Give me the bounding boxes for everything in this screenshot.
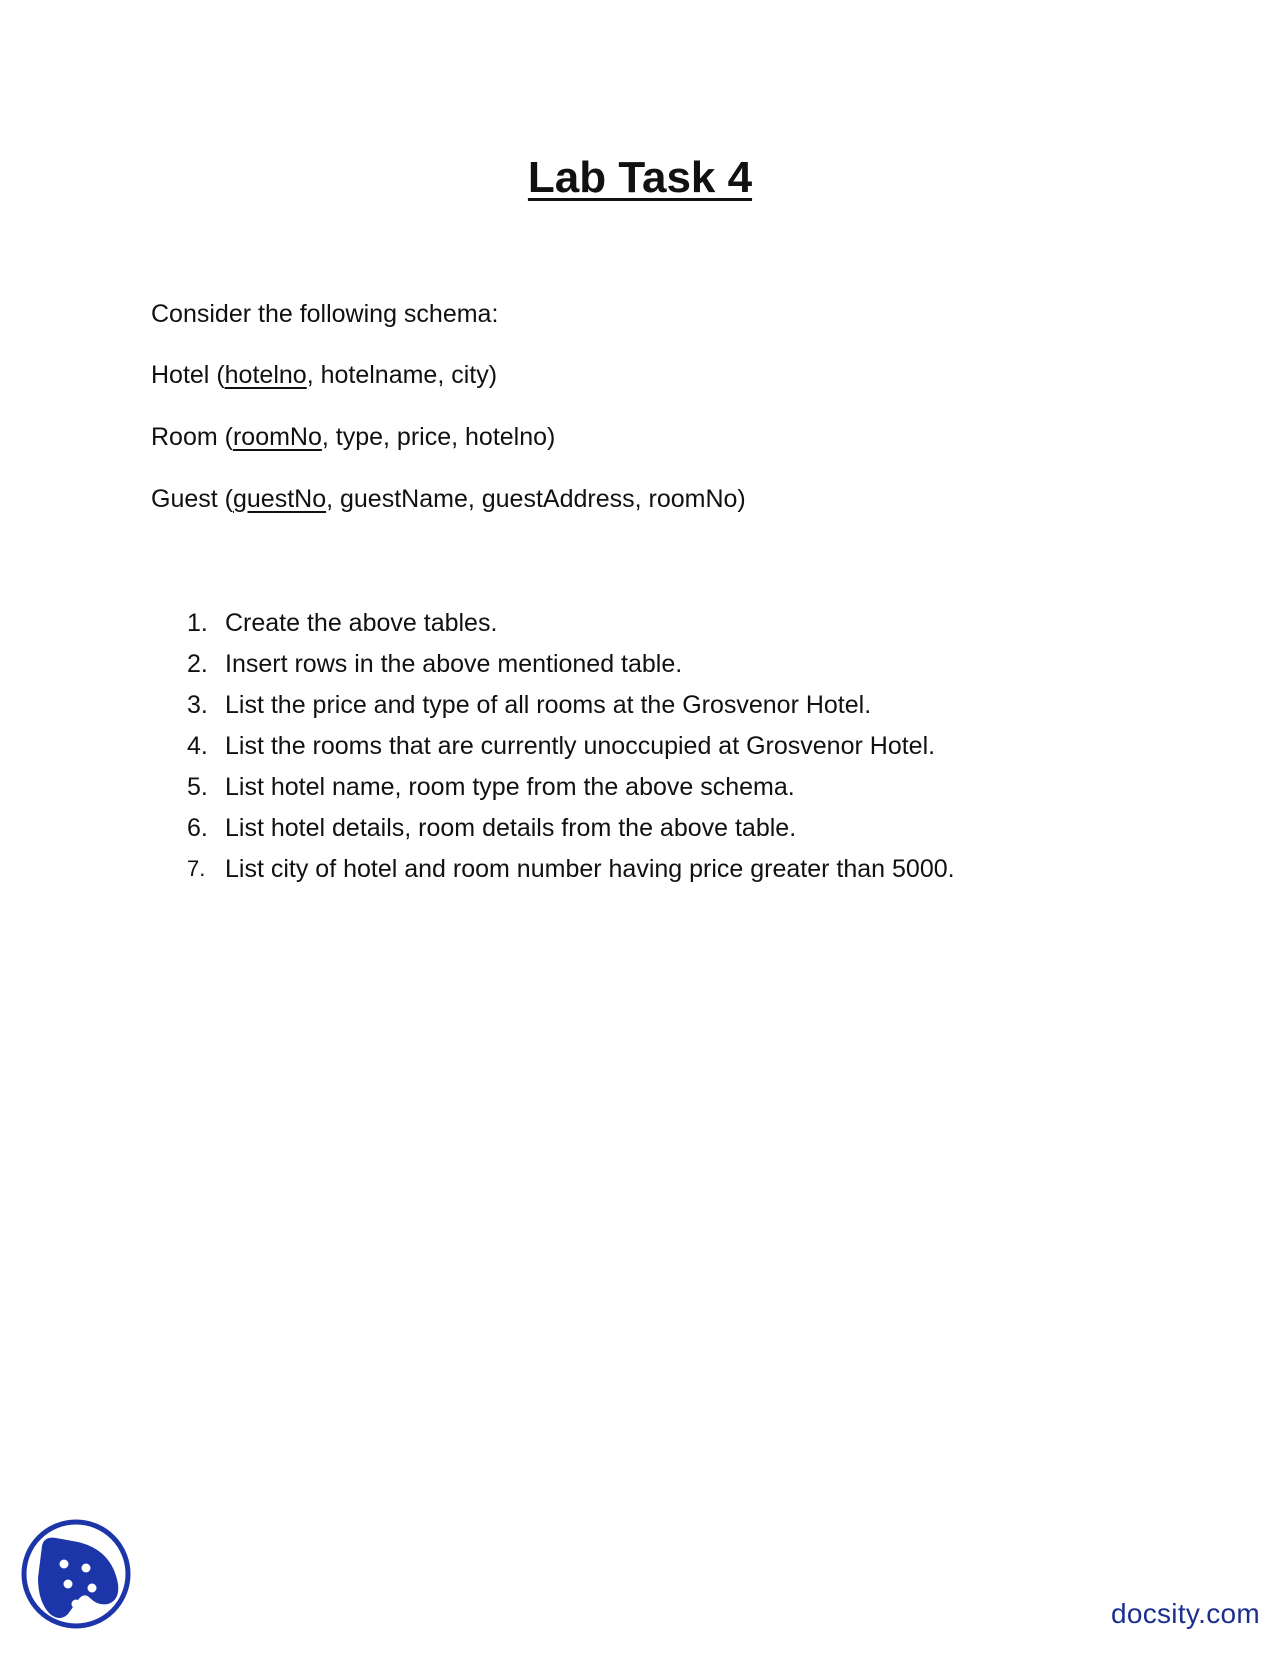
intro-text: Consider the following schema: <box>151 300 499 328</box>
page-title <box>0 152 1280 204</box>
task-number: 6. <box>187 814 208 842</box>
task-number: 1. <box>187 609 208 637</box>
schema-room: Room (roomNo, type, price, hotelno) <box>151 423 556 451</box>
schema-guest-name: Guest <box>151 485 218 513</box>
task-number: 7. <box>187 856 206 881</box>
docsity-brand-link[interactable]: docsity.com <box>1110 1598 1260 1629</box>
docsity-logo-icon[interactable] <box>20 1518 132 1630</box>
task-item <box>187 853 955 894</box>
schema-guest-key: guestNo <box>232 485 327 513</box>
schema-hotel: Hotel (hotelno, hotelname, city) <box>151 361 498 389</box>
task-number: 2. <box>187 650 208 678</box>
task-item <box>187 812 955 853</box>
schema-guest: Guest (guestNo, guestName, guestAddress, roomNo) <box>151 485 746 513</box>
task-item <box>187 771 955 812</box>
task-text: Create the above tables. <box>225 609 498 637</box>
task-number: 3. <box>187 691 208 719</box>
schema-hotel-name: Hotel <box>151 361 210 389</box>
task-text: List city of hotel and room number having price greater than 5000. <box>225 855 955 883</box>
task-item <box>187 689 955 730</box>
page-title-text: Lab Task 4 <box>527 153 753 202</box>
schema-room-fields: , type, price, hotelno) <box>321 423 556 451</box>
task-text: List the rooms that are currently unoccupied at Grosvenor Hotel. <box>225 732 936 760</box>
task-item <box>187 730 955 771</box>
schema-room-name: Room <box>151 423 218 451</box>
task-item <box>187 648 955 689</box>
task-text: List the price and type of all rooms at the Grosvenor Hotel. <box>225 691 872 719</box>
task-text: List hotel details, room details from the above table. <box>225 814 797 842</box>
task-item <box>187 607 955 648</box>
task-number: 5. <box>187 773 208 801</box>
task-text: List hotel name, room type from the above schema. <box>225 773 795 801</box>
schema-room-key: roomNo <box>232 423 322 451</box>
docsity-logo-graphic <box>20 1518 132 1630</box>
schema-hotel-key: hotelno <box>224 361 307 389</box>
schema-hotel-fields: , hotelname, city) <box>306 361 498 389</box>
task-list <box>187 607 955 894</box>
task-number: 4. <box>187 732 208 760</box>
task-text: Insert rows in the above mentioned table. <box>225 650 683 678</box>
schema-guest-fields: , guestName, guestAddress, roomNo) <box>326 485 746 513</box>
